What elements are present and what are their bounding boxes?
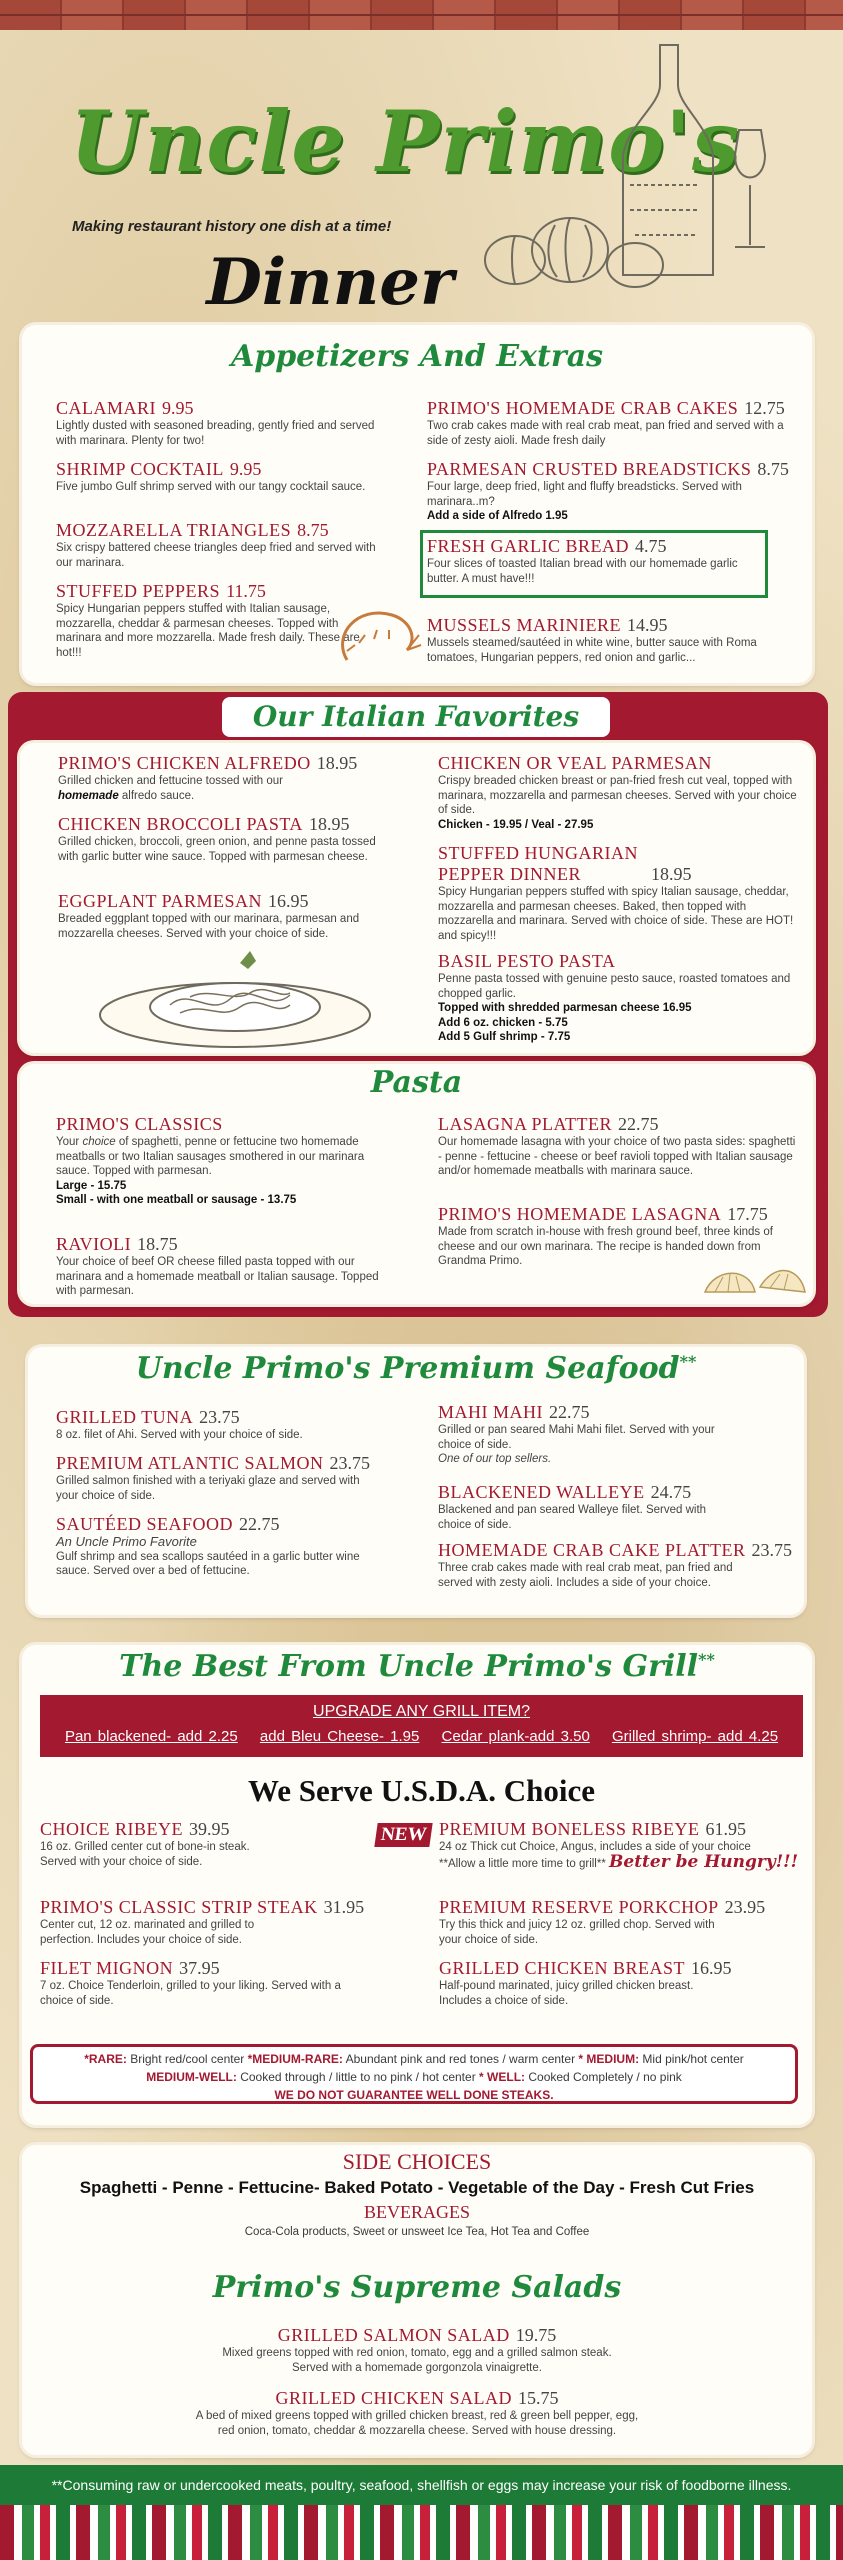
item-price: 16.95 — [268, 891, 309, 911]
menu-item — [438, 1482, 738, 1532]
menu-item — [427, 398, 797, 448]
upgrade-title: UPGRADE ANY GRILL ITEM? — [313, 1703, 530, 1720]
item-desc: 24 oz Thick cut Choice, Angus, includes a side of your choice — [439, 1841, 751, 1853]
item-name: PREMIUM BONELESS RIBEYE — [439, 1819, 700, 1839]
item-desc: Grilled or pan seared Mahi Mahi filet. Served with your choice of side. — [438, 1424, 715, 1451]
menu-item — [56, 1514, 396, 1579]
brick-border — [0, 0, 843, 30]
item-note: Add 6 oz. chicken - 5.75 — [438, 1016, 568, 1029]
menu-item-highlight — [420, 530, 768, 598]
item-name: MUSSELS MARINIERE — [427, 615, 622, 635]
new-badge: NEW — [374, 1823, 433, 1847]
menu-item — [438, 843, 798, 943]
item-name: PRIMO'S CLASSICS — [56, 1114, 223, 1134]
item-desc: Six crispy battered cheese triangles deep fried and served with our marinara. — [56, 542, 376, 569]
item-desc-emphasis: homemade — [58, 789, 119, 802]
salad-item: GRILLED CHICKEN SALAD 15.75 A bed of mixed greens topped with grilled chicken breast, red & green bell pepper, egg, red onion, tomato, cheddar & mozzarella cheese. Served with house dressing. — [195, 2388, 639, 2437]
item-price: 61.95 — [705, 1819, 747, 1839]
menu-item — [56, 459, 376, 495]
item-name: BASIL PESTO PASTA — [438, 951, 616, 971]
item-price: 22.75 — [549, 1402, 590, 1422]
item-desc: Grilled chicken, broccoli, green onion, and penne pasta tossed with garlic butter wine sauce. Topped with parmesan cheese. — [58, 836, 376, 863]
item-name: PREMIUM ATLANTIC SALMON — [56, 1453, 324, 1473]
item-name: GRILLED TUNA — [56, 1407, 194, 1427]
item-note: Chicken - 19.95 / Veal - 27.95 — [438, 818, 594, 831]
item-name: LASAGNA PLATTER — [438, 1114, 613, 1134]
item-desc: Two crab cakes made with real crab meat, pan fried and served with a side of zesty aioli. Made fresh daily — [427, 420, 784, 447]
item-note: Topped with shredded parmesan cheese 16.95 — [438, 1002, 692, 1014]
item-name: SAUTÉED SEAFOOD — [56, 1514, 234, 1534]
item-name: PARMESAN CRUSTED BREADSTICKS — [427, 459, 752, 479]
item-price: 17.75 — [727, 1204, 768, 1224]
item-subtitle: One of our top sellers. — [438, 1453, 552, 1465]
pasta-panel — [20, 1064, 813, 1304]
side-choices-title: SIDE CHOICES — [342, 2149, 492, 2174]
item-price: 8.75 — [297, 520, 329, 540]
item-price: 22.75 — [239, 1514, 280, 1534]
footer — [0, 2465, 843, 2560]
item-name-line2: PEPPER DINNER — [438, 864, 582, 884]
item-note: Small - with one meatball or sausage - 13.75 — [56, 1194, 297, 1206]
item-desc: Center cut, 12 oz. marinated and grilled to perfection. Includes your choice of side. — [40, 1919, 255, 1946]
salads-title: Primo's Supreme Salads — [212, 2270, 622, 2305]
item-desc: 7 oz. Choice Tenderloin, grilled to your liking. Served with a choice of side. — [40, 1980, 341, 2007]
item-name: HOMEMADE CRAB CAKE PLATTER — [438, 1540, 746, 1560]
item-price: 15.75 — [517, 2388, 559, 2408]
item-name: SHRIMP COCKTAIL — [56, 459, 224, 479]
pasta-title: Pasta — [370, 1065, 463, 1100]
item-name: PRIMO'S CLASSIC STRIP STEAK — [40, 1897, 318, 1917]
item-price: 18.75 — [137, 1234, 178, 1254]
favorites-title: Our Italian Favorites — [222, 697, 610, 737]
hungry-note: Better be Hungry!!! — [609, 1851, 799, 1872]
item-price: 23.75 — [199, 1407, 240, 1427]
item-desc: 8 oz. filet of Ahi. Served with your choice of side. — [56, 1429, 303, 1441]
item-price: 23.95 — [724, 1897, 766, 1917]
pasta-shell-icon — [700, 1262, 810, 1302]
menu-item — [58, 891, 408, 941]
side-choices-list: Spaghetti - Penne - Fettucine- Baked Potato - Vegetable of the Day - Fresh Cut Fries — [79, 2178, 755, 2197]
item-price: 24.75 — [650, 1482, 692, 1502]
seafood-title-row: Uncle Primo's Premium Seafood** — [135, 1351, 697, 1386]
menu-item — [438, 753, 798, 832]
item-desc: Three crab cakes made with real crab meat, pan fried and served with zesty aioli. Includes a side of your choice. — [438, 1562, 733, 1589]
appetizers-title: Appetizers And Extras — [230, 339, 604, 374]
item-desc: Five jumbo Gulf shrimp served with our tangy cocktail sauce. — [56, 481, 366, 493]
health-disclaimer: **Consuming raw or undercooked meats, poultry, seafood, shellfish or eggs may increase your risk of foodborne illness. — [51, 2477, 792, 2493]
menu-item — [438, 1204, 808, 1269]
item-desc: Made from scratch in-house with fresh ground beef, three kinds of cheese and our own marinara. The recipe is handed down from Grandma Primo. — [438, 1226, 773, 1267]
steak-temperature-guide: *RARE: Bright red/cool center *MEDIUM-RARE: Abundant pink and red tones / warm center * MEDIUM: Mid pink/hot center MEDIUM-WELL: Cooked through / little to no pink / hot center * WELL: Cooked Completely / no pink WE DO NOT GUARANTEE WELL DONE STEAKS. — [30, 2044, 798, 2104]
item-name: PRIMO'S HOMEMADE CRAB CAKES — [427, 398, 739, 418]
item-price: 23.75 — [751, 1540, 793, 1560]
item-price: 23.75 — [329, 1453, 371, 1473]
item-name: EGGPLANT PARMESAN — [58, 891, 263, 911]
item-price: 4.75 — [635, 536, 667, 556]
item-price: 9.95 — [162, 398, 194, 418]
item-name: PREMIUM RESERVE PORKCHOP — [439, 1897, 719, 1917]
item-desc: Crispy breaded chicken breast or pan-fried fresh cut veal, topped with marinara, mozzarella and parmesan cheeses. Served with your choice of side. — [438, 775, 797, 816]
item-name: MOZZARELLA TRIANGLES — [56, 520, 292, 540]
item-name: STUFFED PEPPERS — [56, 581, 221, 601]
item-price: 22.75 — [618, 1114, 659, 1134]
item-note: **Allow a little more time to grill** — [439, 1857, 606, 1870]
grill-upgrade-banner — [40, 1695, 803, 1757]
beverages-title: BEVERAGES — [363, 2202, 470, 2222]
sides-salads-panel — [22, 2145, 812, 2455]
item-name: FRESH GARLIC BREAD — [427, 536, 630, 556]
tagline: Making restaurant history one dish at a time! — [72, 218, 392, 235]
item-desc: Try this thick and juicy 12 oz. grilled chop. Served with your choice of side. — [439, 1919, 715, 1946]
item-desc: Grilled salmon finished with a teriyaki glaze and served with your choice of side. — [56, 1475, 360, 1502]
item-name: RAVIOLI — [56, 1234, 132, 1254]
menu-item — [439, 1958, 779, 2008]
menu-item — [58, 814, 398, 864]
item-name: GRILLED CHICKEN SALAD — [275, 2388, 512, 2408]
item-note: Add 5 Gulf shrimp - 7.75 — [438, 1031, 571, 1043]
item-name: FILET MIGNON — [40, 1958, 174, 1978]
menu-item: PRIMO'S CLASSICS Your choice of spaghetti, penne or fettucine two homemade meatballs or two Italian sausages smothered in our marinara sauce. Topped with parmesan. Large - 15.75 Small - with one meatball or sausage - 13.75 — [56, 1114, 365, 1206]
menu-item — [427, 459, 797, 524]
item-name: BLACKENED WALLEYE — [438, 1482, 645, 1502]
item-price: 12.75 — [744, 398, 785, 418]
item-price: 18.95 — [316, 753, 358, 773]
item-price: 39.95 — [189, 1819, 230, 1839]
seafood-panel — [28, 1347, 804, 1615]
item-price: 31.95 — [323, 1897, 365, 1917]
item-name: PRIMO'S CHICKEN ALFREDO — [58, 753, 311, 773]
item-desc: Penne pasta tossed with genuine pesto sauce, roasted tomatoes and chopped garlic. — [438, 973, 791, 1000]
item-price: 18.95 — [308, 814, 350, 834]
restaurant-title: Uncle Primo's — [70, 92, 741, 191]
item-desc: Blackened and pan seared Walleye filet. Served with choice of side. — [438, 1504, 707, 1531]
item-price: 37.95 — [179, 1958, 220, 1978]
item-name: CHOICE RIBEYE — [40, 1819, 183, 1839]
pasta-plate-illustration — [90, 943, 380, 1048]
item-note: Large - 15.75 — [56, 1179, 127, 1192]
menu-item — [40, 1819, 370, 1869]
grill-title: The Best From Uncle Primo's Grill — [119, 1649, 699, 1684]
item-name: PRIMO'S HOMEMADE LASAGNA — [438, 1204, 722, 1224]
item-name: CALAMARI — [56, 398, 157, 418]
favorites-panel — [20, 743, 813, 1053]
item-name: STUFFED HUNGARIAN — [438, 843, 639, 863]
upgrade-option: Cedar plank-add 3.50 — [441, 1728, 590, 1745]
item-desc: Grilled chicken and fettucine tossed with our — [58, 775, 284, 787]
item-price: 16.95 — [691, 1958, 732, 1978]
item-desc: Gulf shrimp and sea scallops sautéed in a garlic butter wine sauce. Served over a bed of fettucine. — [56, 1550, 360, 1577]
wine-bottle-illustration — [460, 35, 800, 295]
salad-item: GRILLED SALMON SALAD 19.75 Mixed greens topped with red onion, tomato, egg and a grilled salmon steak. Served with a homemade gorgonzola vinaigrette. — [222, 2325, 612, 2374]
item-desc-emphasis: choice — [82, 1136, 116, 1148]
menu-item — [438, 1540, 798, 1590]
item-desc: Our homemade lasagna with your choice of two pasta sides: spaghetti - penne - fettucine - cheese or beef ravioli topped with Italian sausage and/or homemade meatballs with marinara sauce. — [438, 1136, 796, 1177]
item-desc: Breaded eggplant topped with our marinara, parmesan and mozzarella cheeses. Served with your choice of side. — [58, 913, 360, 940]
item-price: 19.75 — [515, 2325, 557, 2345]
item-price: 18.95 — [651, 864, 692, 884]
item-price: 9.95 — [229, 459, 262, 479]
upgrade-option: Grilled shrimp- add 4.25 — [611, 1728, 779, 1745]
menu-item: PRIMO'S CHICKEN ALFREDO 18.95 Grilled chicken and fettucine tossed with our homemade alfredo sauce. — [58, 753, 358, 802]
menu-name: Dinner — [206, 245, 454, 320]
item-name: CHICKEN OR VEAL PARMESAN — [438, 753, 712, 773]
well-done-warning: WE DO NOT GUARANTEE WELL DONE STEAKS. — [274, 2088, 554, 2102]
shrimp-icon — [327, 600, 422, 675]
item-desc: Half-pound marinated, juicy grilled chicken breast. Includes a choice of side. — [439, 1980, 694, 2007]
menu-item — [56, 1453, 376, 1503]
menu-item — [439, 1897, 799, 1947]
menu-item — [427, 615, 757, 665]
item-desc: of spaghetti, penne or fettucine two homemade meatballs or two Italian sausages smothered in our marinara sauce. Topped with parmesan. — [56, 1136, 365, 1177]
menu-item — [56, 1407, 396, 1443]
seafood-title: Uncle Primo's Premium Seafood — [135, 1351, 680, 1386]
item-note: Add a side of Alfredo 1.95 — [427, 510, 568, 522]
item-name: GRILLED SALMON SALAD — [277, 2325, 510, 2345]
beverages-desc: Coca-Cola products, Sweet or unsweet Ice Tea, Hot Tea and Coffee — [244, 2226, 590, 2238]
menu-item — [438, 1402, 738, 1467]
item-desc: Four large, deep fried, light and fluffy breadsticks. Served with marinara..m? — [427, 481, 742, 508]
menu-item — [438, 1114, 798, 1179]
upgrade-option: add Bleu Cheese- 1.95 — [259, 1728, 420, 1745]
item-price: 14.95 — [627, 615, 668, 635]
item-name: MAHI MAHI — [438, 1402, 543, 1422]
item-price: 11.75 — [226, 581, 266, 601]
menu-item — [40, 1897, 380, 1947]
item-desc: Spicy Hungarian peppers stuffed with Italian sausage, mozzarella, cheddar & parmesan cheeses. Topped with marinara and more mozzarella. Made fresh daily. These are hot!!! — [56, 603, 360, 659]
item-name: CHICKEN BROCCOLI PASTA — [58, 814, 303, 834]
italian-stripes — [0, 2505, 843, 2560]
item-desc: Your choice of beef OR cheese filled pasta topped with our marinara and a homemade meatball or Italian sausage. Topped with parmesan. — [56, 1256, 379, 1297]
item-desc: Spicy Hungarian peppers stuffed with spicy Italian sausage, cheddar, mozzarella and parmesan cheeses. Baked, then topped with mozzarella and marinara. Served with choice of side. These are HOT! and spicy!!! — [438, 886, 794, 942]
menu-item — [438, 951, 808, 1045]
usda-heading: We Serve U.S.D.A. Choice — [248, 1773, 595, 1808]
item-desc: 16 oz. Grilled center cut of bone-in steak. Served with your choice of side. — [40, 1841, 250, 1868]
menu-item — [56, 520, 376, 570]
appetizers-panel — [22, 325, 812, 683]
item-desc: Mussels steamed/sautéed in white wine, butter sauce with Roma tomatoes, Hungarian peppers, red onion and garlic... — [427, 637, 757, 664]
menu-item — [56, 1234, 396, 1299]
item-subtitle: An Uncle Primo Favorite — [56, 1534, 197, 1549]
upgrade-option: Pan blackened- add 2.25 — [64, 1728, 238, 1745]
item-desc: Lightly dusted with seasoned breading, gently fried and served with marinara. Plenty for two! — [56, 420, 375, 447]
item-price: 8.75 — [757, 459, 789, 479]
grill-title-row: The Best From Uncle Primo's Grill** — [119, 1649, 715, 1684]
item-desc: Four slices of toasted Italian bread with our homemade garlic butter. A must have!!! — [427, 558, 738, 585]
menu-item — [56, 398, 376, 448]
menu-item — [40, 1958, 360, 2008]
menu-item — [439, 1819, 809, 1871]
item-name: GRILLED CHICKEN BREAST — [439, 1958, 685, 1978]
